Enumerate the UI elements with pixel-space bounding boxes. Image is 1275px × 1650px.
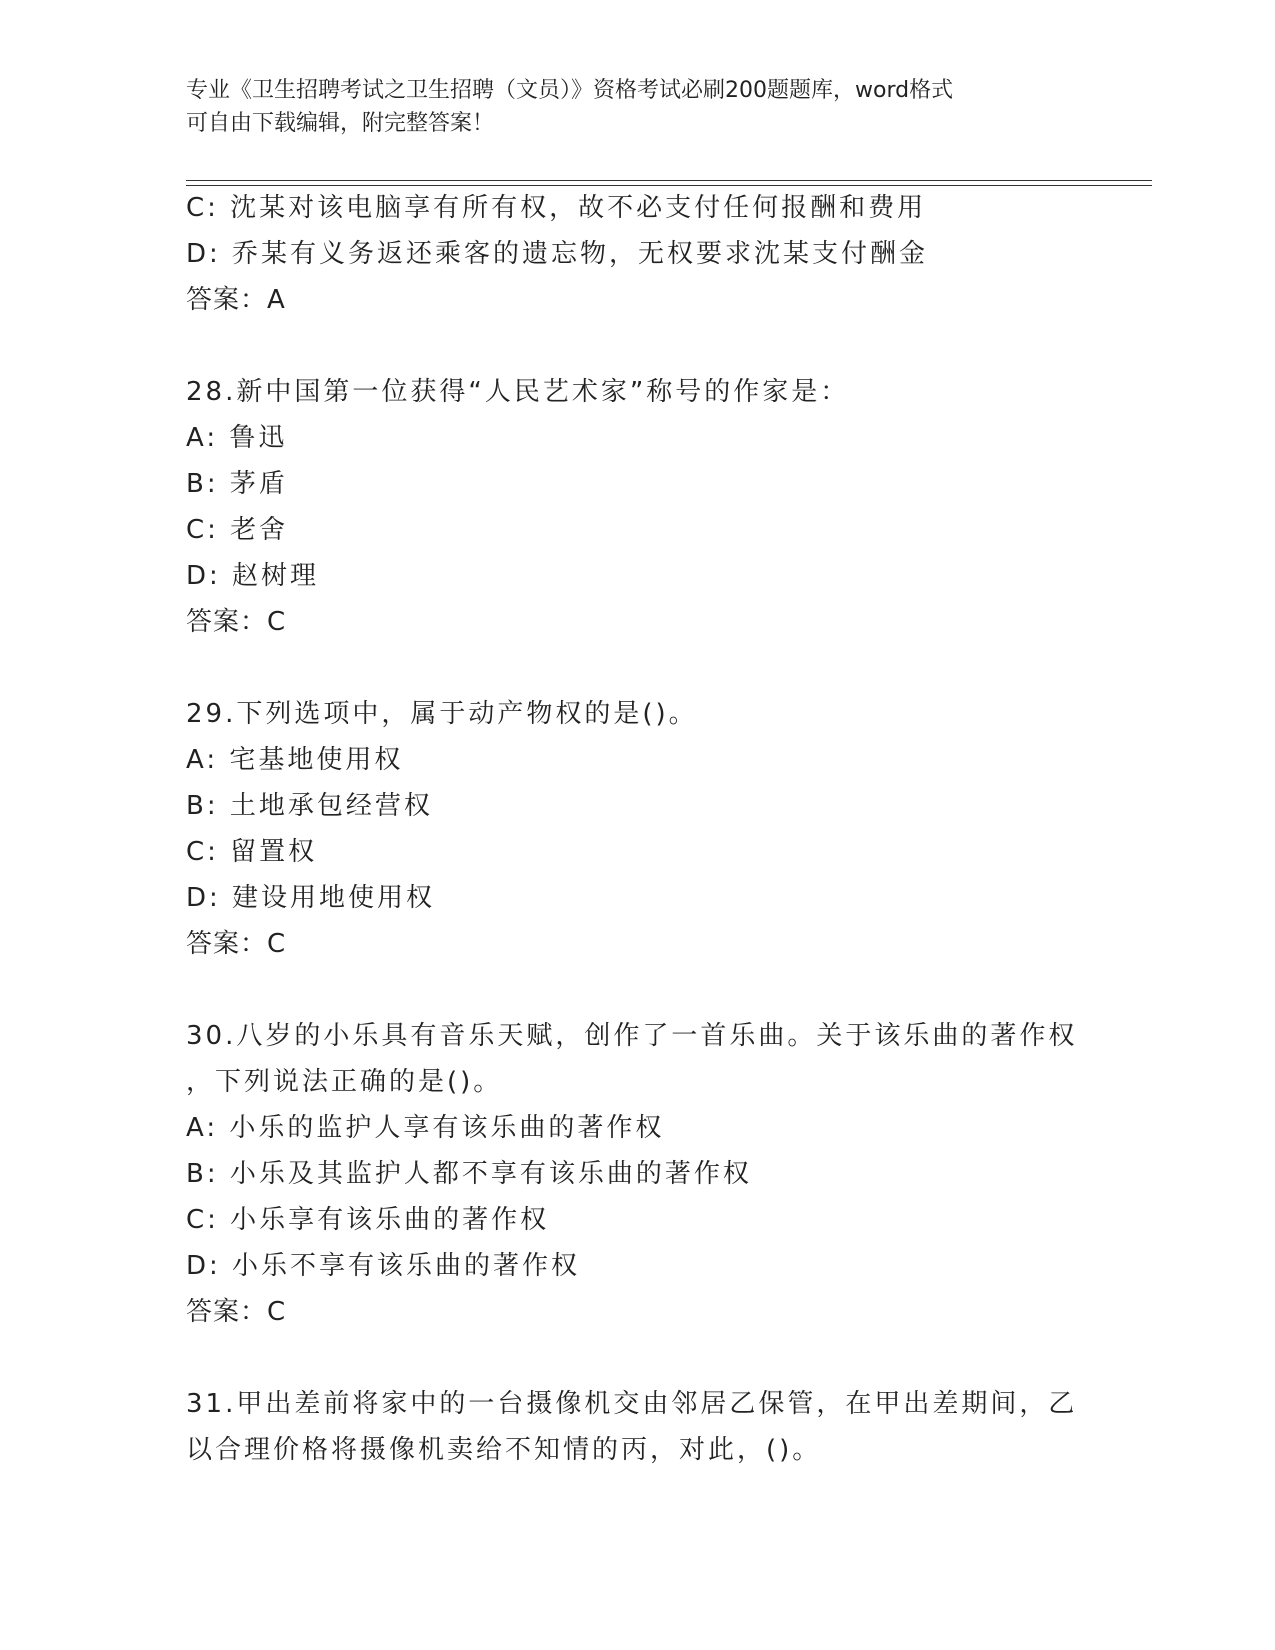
answer: 答案：C	[186, 607, 287, 637]
question-text-continued: ，下列说法正确的是()。	[186, 1067, 503, 1097]
answer: 答案：C	[186, 1297, 287, 1327]
spacer	[186, 967, 1086, 1013]
question-29	[186, 691, 1086, 967]
question-text: 31.甲出差前将家中的一台摄像机交由邻居乙保管，在甲出差期间，乙	[186, 1389, 1078, 1419]
header-title-line-1: 专业《卫生招聘考试之卫生招聘（文员）》资格考试必刷200题题库，word格式	[186, 78, 954, 103]
option-c: C: 老舍	[186, 515, 289, 545]
prev-option-c: C: 沈某对该电脑享有所有权，故不必支付任何报酬和费用	[186, 193, 927, 223]
option-a: A: 宅基地使用权	[186, 745, 404, 775]
header-title-line-2: 可自由下载编辑，附完整答案！	[186, 111, 495, 136]
option-d: D: 建设用地使用权	[186, 883, 436, 913]
prev-option-d: D: 乔某有义务返还乘客的遗忘物，无权要求沈某支付酬金	[186, 239, 929, 269]
question-text: 29.下列选项中，属于动产物权的是()。	[186, 699, 698, 729]
question-text: 30.八岁的小乐具有音乐天赋，创作了一首乐曲。关于该乐曲的著作权	[186, 1021, 1078, 1051]
answer: 答案：C	[186, 929, 287, 959]
option-a: A: 鲁迅	[186, 423, 288, 453]
spacer	[186, 323, 1086, 369]
prev-answer: 答案：A	[186, 285, 286, 315]
question-content	[186, 185, 1086, 1473]
header-divider-top	[186, 180, 1152, 181]
question-28	[186, 369, 1086, 645]
option-b: B: 小乐及其监护人都不享有该乐曲的著作权	[186, 1159, 752, 1189]
option-b: B: 土地承包经营权	[186, 791, 433, 821]
option-b: B: 茅盾	[186, 469, 288, 499]
option-c: C: 小乐享有该乐曲的著作权	[186, 1205, 550, 1235]
document-header	[186, 74, 1066, 140]
spacer	[186, 645, 1086, 691]
option-a: A: 小乐的监护人享有该乐曲的著作权	[186, 1113, 665, 1143]
question-text: 28.新中国第一位获得“人民艺术家”称号的作家是：	[186, 377, 850, 407]
option-d: D: 赵树理	[186, 561, 320, 591]
option-d: D: 小乐不享有该乐曲的著作权	[186, 1251, 581, 1281]
question-text-continued: 以合理价格将摄像机卖给不知情的丙，对此，()。	[186, 1435, 822, 1465]
question-31	[186, 1381, 1086, 1473]
spacer	[186, 1335, 1086, 1381]
question-30	[186, 1013, 1086, 1335]
option-c: C: 留置权	[186, 837, 318, 867]
